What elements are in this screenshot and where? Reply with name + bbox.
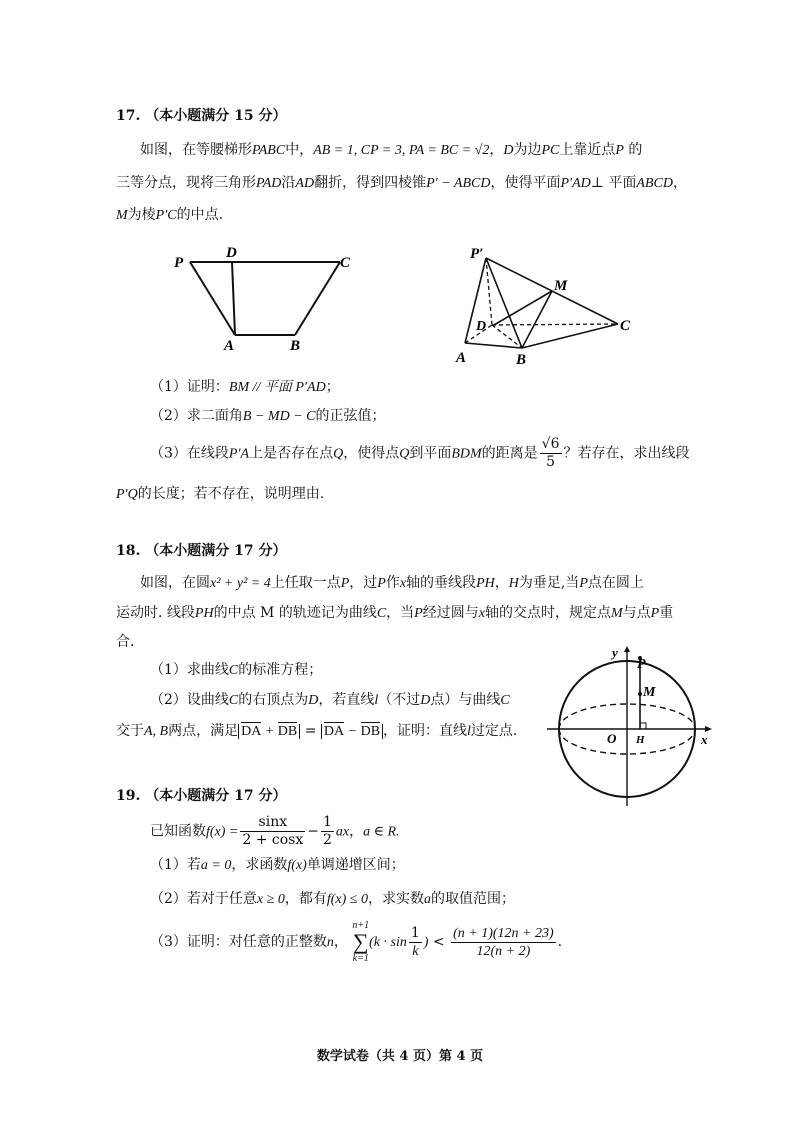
math: PH [194,606,214,621]
fraction-sqrt6-over-5 [540,436,562,471]
right-angle-mark [640,723,646,729]
fraction-numerator: sinx [240,814,305,832]
q19-heading [116,785,286,805]
text: 的中点. [176,207,224,223]
text: 的标准方程； [238,662,323,678]
text: . [557,934,563,950]
q18-number: 18. [116,543,141,559]
q18-part2 [150,691,510,710]
math: A, B [144,724,169,739]
q17-heading [116,105,286,125]
operator: < [432,934,445,950]
q17-part3 [150,436,690,471]
vector-DA: DA [323,724,345,739]
edge-BC [295,262,340,335]
edge-BC [522,324,618,348]
math: x² + y² = 4 [210,576,271,591]
text: 求二面角 [186,408,243,424]
label-D: D [476,319,487,334]
label-C: C [620,318,631,334]
text: ，求实数 [367,891,424,907]
text: ， [672,175,687,191]
math: l [467,724,471,739]
text: 设曲线 [186,692,229,708]
math: P [414,606,423,621]
math: P [615,143,624,158]
q17-points: （本小题满分 15 分） [145,108,287,124]
q17-part2 [150,407,385,426]
text: ⊥ 平面 [590,175,637,191]
math: D [308,693,319,708]
text: 已知函数 [150,823,206,840]
label-M: M [643,685,656,700]
label-D: D [226,245,237,261]
q17-stem-line1 [140,141,642,160]
vector-DB: DB [277,724,298,739]
text: 的右顶点为 [238,692,309,708]
operator: + [264,724,275,739]
text: 与点 [622,605,651,621]
label-Pprime: P′ [470,246,484,262]
math: C [376,606,387,621]
text: 的正弦值； [315,408,386,424]
text: 证明： [186,379,229,395]
math: ) [423,935,429,950]
text: 翻折，得到四棱锥 [314,175,427,191]
label-A: A [456,350,467,366]
q18-heading [116,540,286,560]
math: P′A [228,446,250,462]
q19-part2 [150,890,515,909]
part-number: （1） [150,857,187,873]
text: 两点，满足 [168,723,239,739]
vector-DB: DB [360,724,381,739]
text: ，求函数 [231,857,288,873]
label-B: B [516,352,527,368]
math: PABC [252,143,286,158]
text: ？若存在，求出线段 [563,445,690,462]
fraction-numerator: 1 [410,924,420,941]
operator: − [347,724,358,739]
math: a = 0 [200,858,232,873]
fraction-numerator: (n + 1)(12n + 23) [453,925,554,941]
label-P: P [174,255,184,271]
edge-AB [465,343,522,348]
q19-definition [150,814,400,849]
q18-stem-line1 [140,574,644,593]
fraction-numerator: √6 [541,436,560,452]
label-M: M [554,278,568,294]
text: ，使得点 [343,445,400,462]
text: 上是否存在点 [249,445,334,462]
math: ax [335,824,350,840]
text: 过定点. [470,723,518,739]
abs-sum-vectors [238,724,300,739]
label-H: H [636,734,645,746]
math: n [326,935,334,950]
q17-stem-line2 [116,174,687,193]
q19-number: 19. [116,788,141,804]
part-number: （2） [150,891,187,907]
fraction-one-half [321,814,334,849]
text: 若对于任意 [186,891,257,907]
math: a [423,892,431,907]
math: a ∈ R. [363,824,400,840]
text: 经过圆与 [422,605,479,621]
text: 的距离是 [481,445,538,462]
text: 的长度；若不存在，说明理由. [137,486,325,502]
text: 的 [628,142,643,158]
q17-part3-line2 [116,485,324,504]
math: P [377,576,386,591]
math: P′Q [116,487,138,502]
math: (k · sin [369,935,407,950]
sum-upper-limit: n+1 [352,920,370,931]
point-M [638,692,642,696]
math: P′AD [560,176,591,191]
math: PC [541,143,560,158]
text: ， [494,575,509,591]
math: P′C [155,208,177,223]
page-footer: 数学试卷（共 4 页）第 4 页 [316,1049,484,1064]
part-number: （1） [150,379,187,395]
math: x [399,576,407,591]
text: 如图，在圆 [140,575,210,591]
text: 交于 [116,723,144,739]
q19-part3 [150,920,562,964]
fraction-denominator: 2 [323,832,332,848]
fraction-denominator: 5 [546,454,556,470]
math: D [503,143,514,158]
text: 上任取一点 [270,575,341,591]
q18-part1 [150,661,322,680]
text: 点）与曲线 [430,692,501,708]
math: f(x) ≤ 0 [326,892,368,907]
q18-points: （本小题满分 17 分） [145,543,287,559]
text: （不过 [378,692,421,708]
text: 作 [385,575,400,591]
label-B: B [290,338,301,354]
math: l [374,693,379,708]
text: 的取值范围； [430,891,515,907]
math: M [610,606,623,621]
q19-part1 [150,856,405,875]
q18-stem-line3 [116,633,134,651]
text: 点在圆上 [587,575,644,591]
math: P′ − ABCD [426,176,491,191]
fraction-one-over-k [409,925,422,960]
text: 为垂足,当 [518,575,580,591]
text: 求曲线 [186,662,229,678]
q17-part1 [150,378,340,397]
label-x: x [701,732,708,747]
text: ， [349,823,364,840]
text: 中， [285,142,314,158]
text: 重 [659,605,674,621]
text: 在线段 [186,445,229,462]
text: 的中点 M 的轨迹记为曲线 [213,605,377,621]
q17-pyramid-figure [450,238,650,373]
math: M [116,208,128,223]
text: 单调递增区间； [306,857,405,873]
label-C: C [340,255,351,271]
text: ； [325,379,340,395]
math: H [508,576,519,591]
hidden-DC [492,324,618,325]
y-axis-arrow-icon [624,646,630,652]
text: 证明：对任意的正整数 [186,934,327,950]
q17-number: 17. [116,108,141,124]
sum-lower-limit: k=1 [352,953,369,964]
text: 到平面 [409,445,452,462]
operator: = [304,723,317,739]
math: PAD [256,176,282,191]
math: f(x) [287,858,307,873]
math: AD [295,176,315,191]
label-A: A [224,338,235,354]
hidden-PpD [486,258,492,325]
label-P: P [637,657,646,672]
part-number: （2） [150,408,187,424]
text: 若 [186,857,201,873]
math: x ≥ 0 [256,892,285,907]
text: 运动时. 线段 [116,605,195,621]
q17-stem-line3 [116,206,223,225]
q19-points: （本小题满分 17 分） [145,788,287,804]
label-O: O [607,731,617,746]
math: BM // 平面 P′AD [228,380,326,395]
summation [352,920,369,964]
text: 三等分点，现将三角形 [116,175,256,191]
q18-part2-line2 [116,722,517,741]
math: ABCD [636,176,673,191]
operator: − [307,823,319,840]
math: P [579,576,588,591]
sigma-icon: ∑ [352,929,369,954]
math: PH [476,576,495,591]
math: D [420,693,431,708]
text: 如图，在等腰梯形 [140,142,252,158]
part-number: （3） [150,445,187,462]
vector-DA: DA [241,724,262,739]
text: ，若直线 [318,692,375,708]
text: 合. [116,634,135,650]
text: ，证明：直线 [383,723,468,739]
math: x [478,606,485,621]
text: 为棱 [127,207,156,223]
q18-stem-line2 [116,604,673,623]
math: BDM [451,446,482,462]
math: C [228,663,239,678]
fraction-rhs [451,925,556,960]
text: ，过 [349,575,378,591]
text: 为边 [513,142,542,158]
math: C [500,693,510,708]
math: C [228,693,239,708]
math: P [650,606,660,621]
q17-trapezoid-figure [170,240,360,355]
text: 轴的垂线段 [406,575,477,591]
part-number: （2） [150,692,187,708]
edge-DA [232,262,235,335]
q18-circle-figure [545,646,715,811]
fraction-denominator: 12(n + 2) [476,943,531,959]
text: 沿 [281,175,296,191]
math: AB = 1, CP = 3, PA = BC = √2 [313,143,490,158]
text: ， [489,142,504,158]
fraction-denominator: 2 + cosx [242,832,304,848]
text: 轴的交点时，规定点 [484,605,611,621]
text: ，使得平面 [490,175,561,191]
text: ，当 [386,605,415,621]
part-number: （3） [150,934,187,950]
text: ，都有 [284,891,327,907]
text: 上靠近点 [559,142,616,158]
fraction-denominator: k [412,943,419,959]
math: B − MD − C [242,409,316,424]
fraction-numerator: 1 [323,814,332,830]
text: ， [333,934,348,950]
edge-PA [190,262,235,335]
math: P [340,576,350,591]
part-number: （1） [150,662,187,678]
math: Q [399,446,410,462]
abs-diff-vectors [321,724,383,739]
fraction-sinx-over-2pluscosx [240,814,305,849]
math: f(x) = [206,824,239,840]
label-y: y [612,646,618,660]
math: Q [333,446,344,462]
